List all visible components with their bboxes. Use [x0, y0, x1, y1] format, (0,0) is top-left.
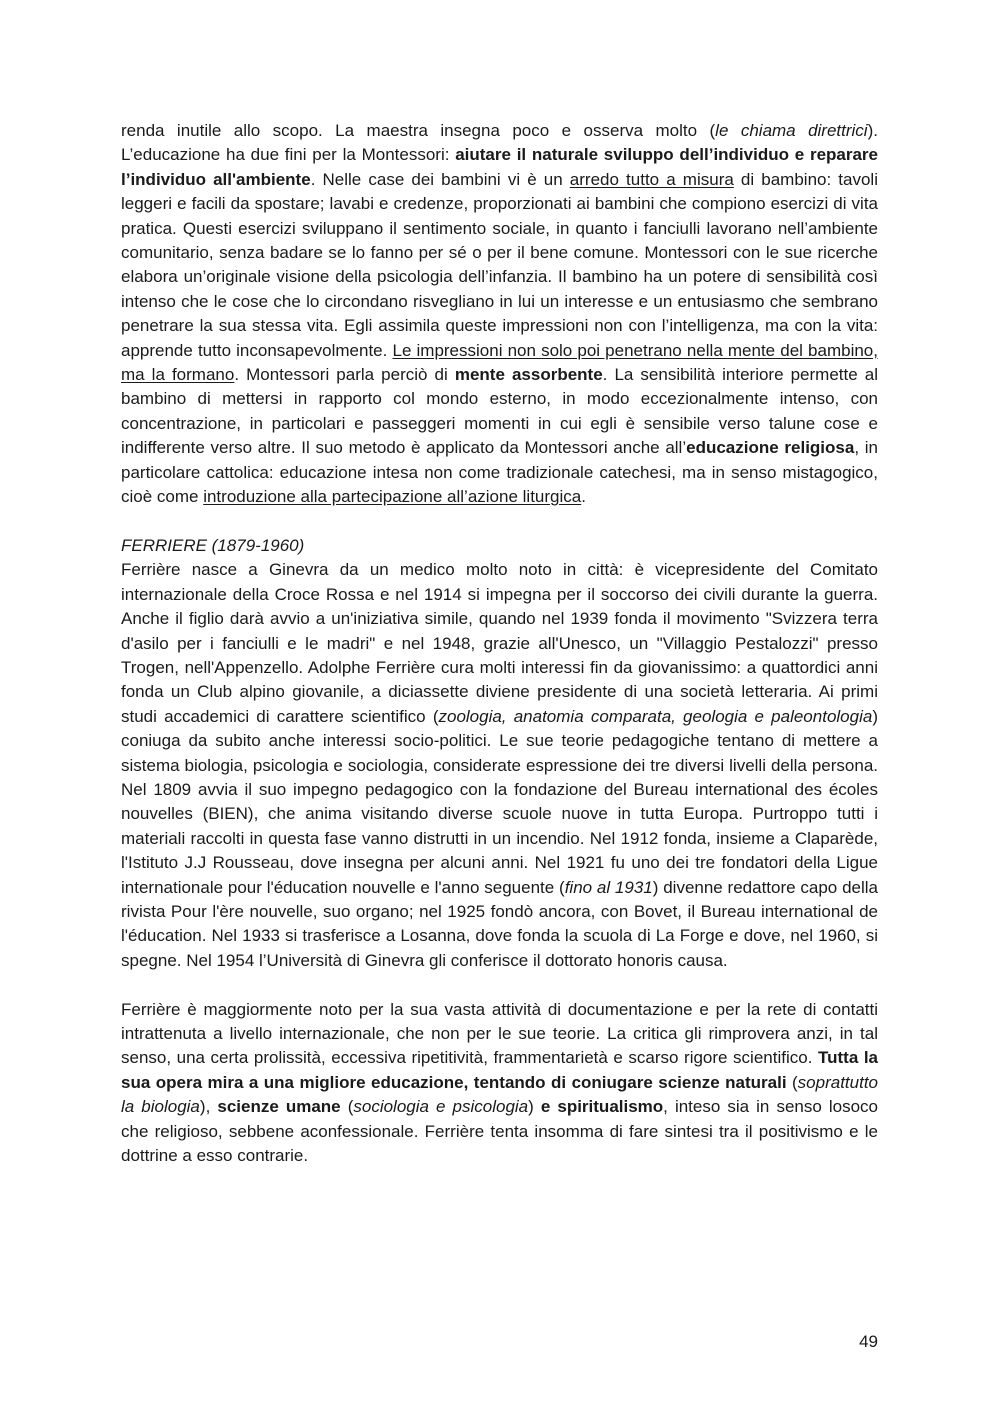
- italic-text: le chiama direttrici: [715, 121, 868, 140]
- text-run: ). L’educazione ha due fini per la Montessori:: [121, 121, 878, 165]
- text-run: renda inutile allo scopo. La maestra insegna poco e osserva molto (: [121, 121, 716, 140]
- italic-text: sociologia e psicologia: [353, 1097, 529, 1117]
- paragraph-ferriere-work: [121, 998, 878, 1169]
- text-run: Ferrière nasce a Ginevra da un medico molto noto in città: è vicepresidente del Comitato internazionale della Croce Rossa e nel 1914 si impegna per il soccorso dei civili durante la guerra. Anche il figlio darà avvio a un'iniziativa simile, quando nel 1939 fonda il movimento "Svizzera terra d'asilo per i fanciulli e le madri" e nel 1948, grazie all'Unesco, un "Villaggio Pestalozzi" presso Trogen, nell'Appenzello. Adolphe Ferrière cura molti interessi fin da giovanissimo: a quattordici anni fonda un Club alpino giovanile, a diciassette diviene presidente di una società letteraria. Ai primi studi accademici di carattere scientifico (: [121, 560, 878, 726]
- italic-text: zoologia, anatomia comparata, geologia e paleontologia: [438, 706, 873, 726]
- text-run: ),: [199, 1097, 218, 1117]
- underlined-text: Le impressioni non solo poi penetrano nella mente del bambino, ma la formano: [121, 340, 878, 385]
- text-run: , inteso sia in senso losoco che religioso, sebbene aconfessionale. Ferrière tenta insomma di fare sintesi tra il positivismo e le dottrine a esso contrarie.: [121, 1097, 879, 1166]
- page-number: 49: [859, 1332, 878, 1351]
- italic-text: fino al 1931: [564, 877, 653, 897]
- paragraph-montessori: [121, 119, 878, 510]
- section-heading: FERRIERE (1879-1960): [121, 535, 305, 555]
- text-run: . Montessori parla perciò di: [234, 365, 455, 385]
- underlined-text: introduzione alla partecipazione all’azione liturgica: [203, 487, 582, 507]
- text-run: ) coniuga da subito anche interessi socio-politici. Le sue teorie pedagogiche tentano di mettere a sistema biologia, psicologia e sociologia, considerate espressione dei tre diversi livelli della persona. Nel 1809 avvia il suo impegno pedagogico con la fondazione del Bureau international des écoles nouvelles (BIEN), che anima visitando diverse scuole nuove in tutta Europa. Purtroppo tutti i materiali raccolti in questa fase vanno distrutti in un incendio. Nel 1912 fonda, insieme a Claparède, l'Istituto J.J Rousseau, dove insegna per alcuni anni. Nel 1921 fu uno dei tre fondatori della Ligue internationale pour l'éducation nouvelle e l'anno seguente (: [121, 706, 878, 897]
- text-run: .: [581, 487, 586, 507]
- text-run: (: [340, 1097, 354, 1117]
- bold-text: aiutare il naturale sviluppo dell’individuo e reparare l’individuo all'ambiente: [121, 145, 878, 189]
- bold-text: educazione religiosa: [686, 438, 855, 458]
- italic-text: soprattutto la biologia: [121, 1072, 878, 1117]
- bold-text: mente assorbente: [454, 365, 603, 385]
- text-run: (: [786, 1072, 798, 1092]
- text-run: . La sensibilità interiore permette al bambino di mettersi in rapporto col mondo esterno, in modo eccezionalmente intenso, con concentrazione, in particolari e passeggeri momenti in cui egli è sensibile verso talune cose e indifferente verso altre. Il suo metodo è applicato da Montessori anche all’: [121, 365, 878, 458]
- underlined-text: arredo tutto a misura: [569, 169, 734, 189]
- text-run: Ferrière è maggiormente noto per la sua vasta attività di documentazione e per la rete di contatti intrattenuta a livello internazionale, che non per le sue teorie. La critica gli rimprovera anzi, in tal senso, una certa prolissità, eccessiva ripetitività, frammentarietà e scarso rigore scientifico.: [121, 999, 878, 1068]
- text-run: ) divenne redattore capo della rivista Pour l'ère nouvelle, suo organo; nel 1925 fondò ancora, con Bovet, il Bureau international de l'éducation. Nel 1933 si trasferisce a Losanna, dove fonda la scuola di La Forge e dove, nel 1960, si spegne. Nel 1954 l’Università di Ginevra gli conferisce il dottorato honoris causa.: [121, 877, 878, 970]
- bold-text: scienze umane: [217, 1097, 341, 1117]
- text-run: . Nelle case dei bambini vi è un: [310, 169, 570, 189]
- text-run: di bambino: tavoli leggeri e facili da spostare; lavabi e credenze, proporzionati ai bambini che compiono esercizi di vita pratica. Questi esercizi sviluppano il sentimento sociale, in quanto i fanciulli lavorano nell’ambiente comunitario, senza badare se lo fanno per sé o per il bene comune. Montessori con le sue ricerche elabora un’originale visione della psicologia dell’infanzia. Il bambino ha un potere di sensibilità così intenso che le cose che lo circondano risvegliano in lui un interesse e un entusiasmo che sembrano penetrare la sua stessa vita. Egli assimila queste impressioni non con l’intelligenza, ma con la vita: apprende tutto inconsapevolmente.: [121, 169, 878, 360]
- paragraph-ferriere-bio: [121, 558, 878, 973]
- bold-text: Tutta la sua opera mira a una migliore educazione, tentando di coniugare scienze naturali: [121, 1048, 878, 1092]
- text-run: ): [528, 1097, 541, 1117]
- text-run: , in particolare cattolica: educazione intesa non come tradizionale catechesi, ma in senso mistagogico, cioè come: [121, 438, 878, 507]
- page-body: [121, 119, 878, 1168]
- bold-text: e spiritualismo: [540, 1097, 664, 1117]
